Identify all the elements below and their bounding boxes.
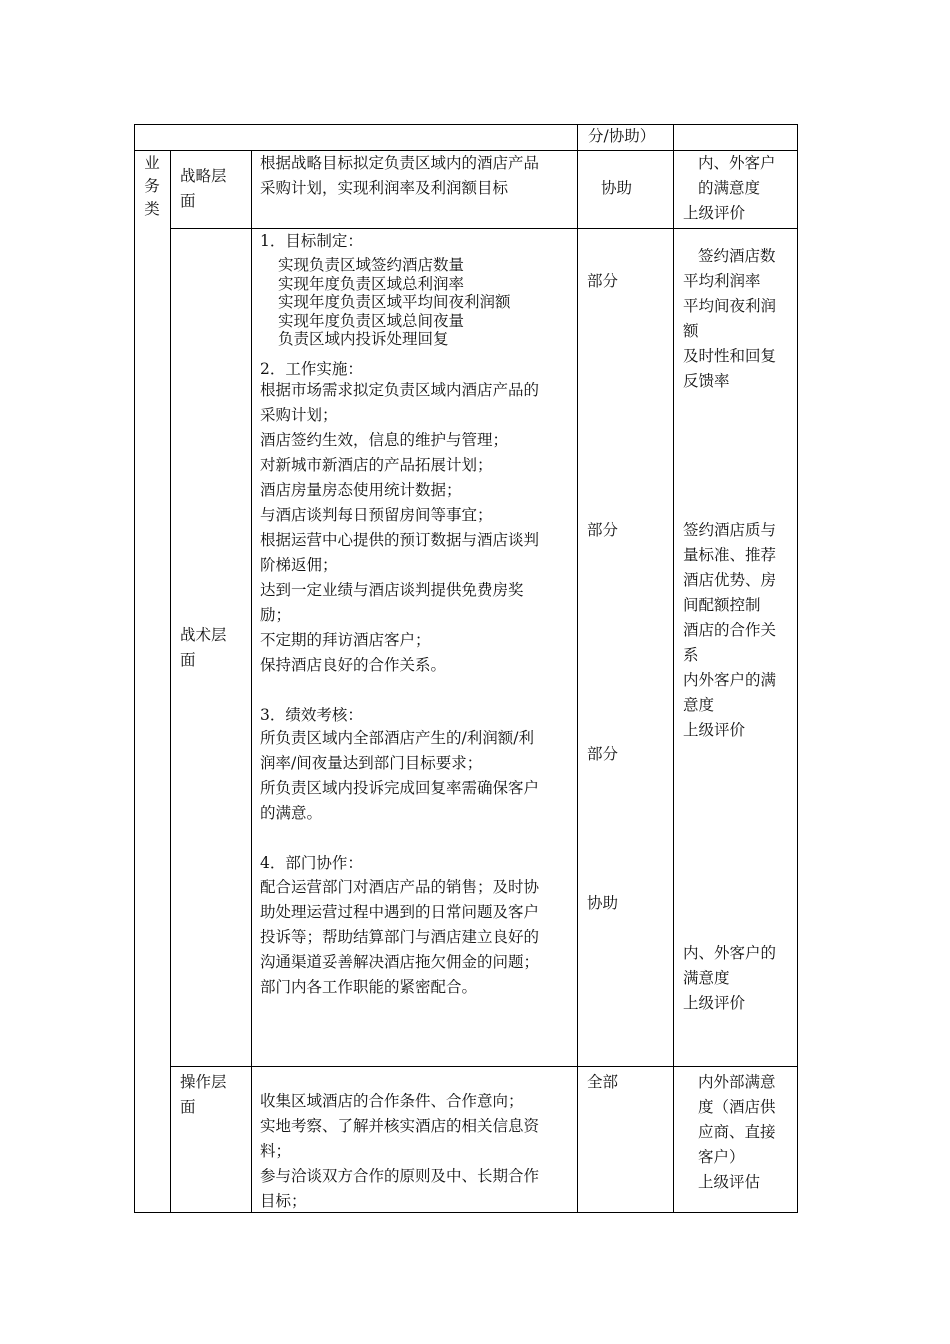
implementation-item: 与酒店谈判每日预留房间等事宜； (260, 506, 493, 524)
collaboration-item: 配合运营部门对酒店产品的销售；及时协 (260, 878, 540, 896)
strategic-type-cell: 协助 (601, 179, 633, 197)
tactical-type-goals: 部分 (587, 272, 619, 290)
implementation-item: 保持酒店良好的合作关系。 (260, 656, 447, 674)
level-line: 操作层 (180, 1073, 227, 1091)
table-divider-row3 (170, 1066, 798, 1067)
table-border-right (797, 124, 798, 1213)
level-line: 战略层 (180, 167, 227, 185)
implementation-item: 采购计划； (260, 406, 338, 424)
category-char: 务 (144, 177, 160, 195)
assessment-line: 上级评价 (683, 994, 746, 1012)
tactical-type-implementation: 部分 (587, 521, 619, 539)
collaboration-item: 部门内各工作职能的紧密配合。 (260, 978, 478, 996)
assessment-line: 签约酒店质与 (683, 521, 777, 539)
table-border-top (134, 124, 798, 125)
goal-item: 实现年度负责区域平均间夜利润额 (278, 293, 511, 311)
tactical-type-collaboration: 协助 (587, 894, 619, 912)
level-line: 面 (180, 651, 196, 669)
category-char: 业 (144, 154, 160, 172)
assessment-line: 内、外客户 (698, 154, 776, 172)
section-title-goals: 1．目标制定： (260, 232, 363, 250)
table-border-left (134, 124, 135, 1213)
category-cell (144, 152, 160, 221)
goal-item: 负责区域内投诉处理回复 (278, 330, 449, 348)
strategic-content-cell (260, 151, 539, 201)
tactical-assessment-collaboration (683, 941, 776, 1016)
assessment-line: 内、外客户的 (683, 944, 777, 962)
assessment-line: 上级评价 (683, 204, 746, 222)
table-divider-col3 (577, 124, 578, 1213)
content-line: 采购计划，实现利润率及利润额目标 (260, 179, 509, 197)
goals-list (278, 256, 511, 349)
implementation-item: 励； (260, 606, 292, 624)
collaboration-item: 投诉等；帮助结算部门与酒店建立良好的 (260, 928, 540, 946)
assessment-line: 上级评估 (698, 1173, 761, 1191)
content-line: 参与洽谈双方合作的原则及中、长期合作 (260, 1167, 540, 1185)
implementation-item: 酒店签约生效，信息的维护与管理； (260, 431, 509, 449)
assessment-line: 平均利润率 (683, 272, 761, 290)
collaboration-item: 沟通渠道妥善解决酒店拖欠佣金的问题； (260, 953, 540, 971)
assessment-line: 量标准、推荐 (683, 546, 777, 564)
table-divider-col1 (170, 150, 171, 1213)
collaboration-item: 助处理运营过程中遇到的日常问题及客户 (260, 903, 540, 921)
goal-item: 实现年度负责区域总间夜量 (278, 311, 465, 330)
section-title-implementation: 2．工作实施： (260, 360, 363, 378)
assessment-line: 内外部满意 (698, 1073, 776, 1091)
section-title-collaboration: 4．部门协作： (260, 854, 363, 872)
assessment-line: 内外客户的满 (683, 671, 777, 689)
performance-item: 所负责区域内全部酒店产生的/利润额/利 (260, 729, 534, 747)
implementation-item: 根据运营中心提供的预订数据与酒店谈判 (260, 531, 540, 549)
content-line: 目标； (260, 1192, 307, 1210)
tactical-type-performance: 部分 (587, 745, 619, 763)
operational-content-cell (260, 1089, 539, 1214)
assessment-line: 度（酒店供 (698, 1098, 776, 1116)
section-title-performance: 3．绩效考核： (260, 706, 363, 724)
assessment-line: 的满意度 (698, 179, 761, 197)
strategic-assessment-cell (683, 151, 776, 226)
assessment-line: 酒店优势、房 (683, 571, 777, 589)
assessment-line: 反馈率 (683, 372, 730, 390)
assessment-line: 及时性和回复 (683, 347, 777, 365)
operational-assessment-cell (698, 1070, 776, 1195)
collaboration-list (260, 875, 539, 1000)
assessment-line: 满意度 (683, 969, 730, 987)
implementation-item: 不定期的拜访酒店客户； (260, 631, 431, 649)
level-line: 面 (180, 1098, 196, 1116)
tactical-level-cell (180, 623, 227, 673)
performance-list (260, 726, 539, 826)
assessment-line: 系 (683, 646, 699, 664)
operational-level-cell (180, 1070, 227, 1120)
assessment-line: 客户） (698, 1148, 745, 1166)
level-line: 战术层 (180, 626, 227, 644)
goal-item: 实现负责区域签约酒店数量 (278, 256, 465, 274)
content-line: 料； (260, 1142, 292, 1160)
performance-item: 润率/间夜量达到部门目标要求； (260, 754, 483, 772)
content-line: 根据战略目标拟定负责区域内的酒店产品 (260, 154, 540, 172)
implementation-item: 对新城市新酒店的产品拓展计划； (260, 456, 493, 474)
assessment-line: 签约酒店数 (698, 247, 776, 265)
performance-item: 所负责区域内投诉完成回复率需确保客户 (260, 779, 540, 797)
tactical-assessment-implementation (683, 518, 776, 743)
table-divider-col4 (673, 124, 674, 1213)
assessment-line: 应商、直接 (698, 1123, 776, 1141)
operational-type-cell: 全部 (587, 1073, 619, 1091)
strategic-level-cell (180, 164, 227, 214)
category-char: 类 (144, 200, 160, 218)
implementation-item: 根据市场需求拟定负责区域内酒店产品的 (260, 381, 540, 399)
level-line: 面 (180, 192, 196, 210)
performance-item: 的满意。 (260, 804, 323, 822)
implementation-list (260, 378, 539, 678)
assessment-line: 上级评价 (683, 721, 746, 739)
goal-item: 实现年度负责区域总利润率 (278, 274, 465, 293)
assessment-line: 间配额控制 (683, 596, 761, 614)
implementation-item: 达到一定业绩与酒店谈判提供免费房奖 (260, 581, 524, 599)
assessment-line: 意度 (683, 696, 715, 714)
assessment-line: 酒店的合作关 (683, 621, 777, 639)
assessment-line: 平均间夜利润 (683, 297, 777, 315)
content-line: 实地考察、了解并核实酒店的相关信息资 (260, 1117, 540, 1135)
implementation-item: 阶梯返佣； (260, 556, 338, 574)
assessment-line: 额 (683, 322, 699, 340)
content-line: 收集区域酒店的合作条件、合作意向； (260, 1092, 524, 1110)
table-divider-col2 (251, 150, 252, 1213)
implementation-item: 酒店房量房态使用统计数据； (260, 481, 462, 499)
tactical-assessment-goals (683, 244, 776, 394)
header-type-cell: 分/协助） (588, 127, 656, 145)
